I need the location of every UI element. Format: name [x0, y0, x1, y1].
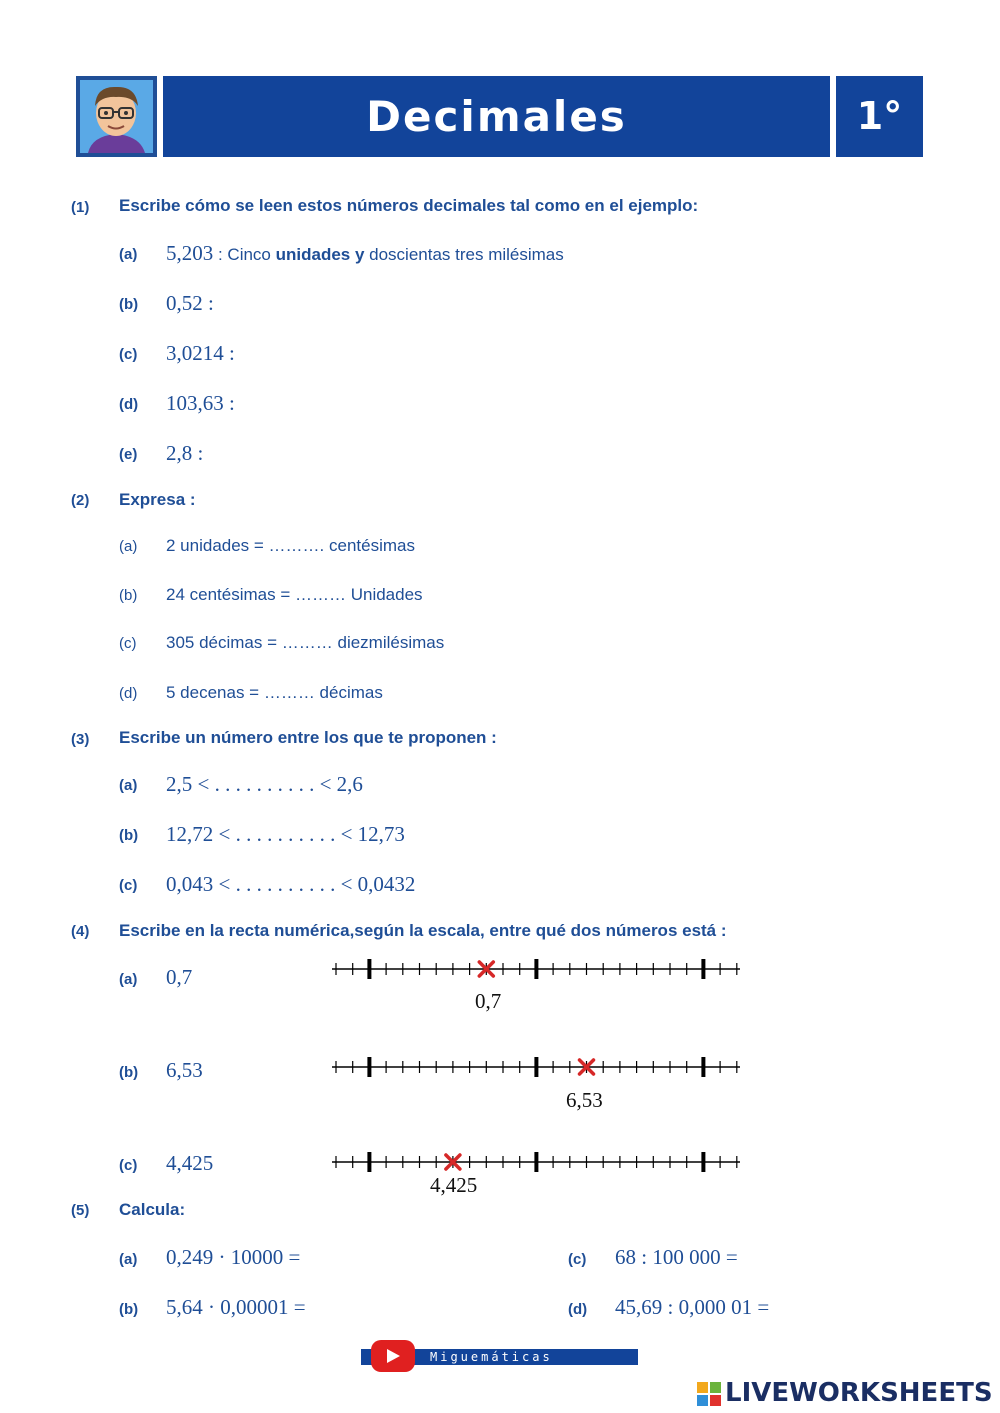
example-line — [166, 241, 564, 266]
decimal-value: 103,63 : — [166, 391, 235, 415]
inequality-text: 12,72 < . . . . . . . . . . < 12,73 — [166, 822, 405, 846]
item-label: (a) — [119, 246, 138, 263]
calculation-text: 0,249 · 10000 = — [166, 1245, 301, 1269]
item-label: (b) — [119, 827, 139, 844]
question-text: Expresa : — [119, 490, 196, 509]
question-number: (1) — [71, 199, 90, 216]
number-to-place: 6,53 — [166, 1058, 203, 1082]
youtube-icon[interactable] — [371, 1340, 415, 1372]
number-line-b[interactable] — [328, 1053, 744, 1083]
item-label: (b) — [119, 587, 138, 604]
number-line-c[interactable] — [328, 1148, 744, 1178]
decimal-value: 0,52 : — [166, 291, 214, 315]
item-label: (d) — [568, 1301, 588, 1318]
item-label: (b) — [119, 1064, 139, 1081]
decimal-value: 2,8 : — [166, 441, 204, 465]
calculation-text: 45,69 : 0,000 01 = — [615, 1295, 770, 1319]
mark-label: 4,425 — [430, 1173, 478, 1197]
question-number: (2) — [71, 492, 90, 509]
decimal-value: 5,203 — [166, 241, 214, 265]
question-text: Escribe en la recta numérica,según la escala, entre qué dos números está : — [119, 921, 727, 940]
page-title: Decimales — [163, 76, 830, 157]
item-label: (e) — [119, 446, 138, 463]
avatar — [76, 76, 157, 157]
avatar-illustration — [80, 80, 153, 153]
brand-name: LIVEWORKSHEETS — [725, 1378, 993, 1408]
item-label: (c) — [119, 1157, 138, 1174]
mark-label: 0,7 — [475, 989, 502, 1013]
item-label: (d) — [119, 396, 139, 413]
example-text-bold: unidades y — [275, 245, 365, 264]
item-label: (c) — [119, 877, 138, 894]
channel-name: Miguemáticas — [430, 1350, 553, 1364]
item-label: (c) — [119, 346, 138, 363]
question-text: Escribe cómo se leen estos números decimales tal como en el ejemplo: — [119, 196, 699, 215]
number-line-a[interactable] — [328, 955, 744, 985]
item-label: (c) — [568, 1251, 587, 1268]
item-label: (b) — [119, 296, 139, 313]
calculation-text: 5,64 · 0,00001 = — [166, 1295, 306, 1319]
question-text: Escribe un número entre los que te proponen : — [119, 728, 497, 747]
item-label: (a) — [119, 1251, 138, 1268]
calculation-text: 68 : 100 000 = — [615, 1245, 738, 1269]
example-text-prefix: : Cinco — [213, 245, 276, 264]
item-label: (d) — [119, 685, 138, 702]
decimal-value: 3,0214 : — [166, 341, 235, 365]
question-text: Calcula: — [119, 1200, 186, 1219]
item-label: (c) — [119, 635, 137, 652]
question-number: (4) — [71, 923, 90, 940]
inequality-text: 0,043 < . . . . . . . . . . < 0,0432 — [166, 872, 416, 896]
example-text-suffix: doscientas tres milésimas — [364, 245, 564, 264]
mark-label: 6,53 — [566, 1088, 603, 1112]
conversion-text: 24 centésimas = ……… Unidades — [166, 585, 423, 604]
conversion-text: 305 décimas = ……… diezmilésimas — [166, 633, 445, 652]
conversion-text: 5 decenas = ……… décimas — [166, 683, 383, 702]
liveworksheets-logo-icon — [697, 1382, 721, 1406]
item-label: (a) — [119, 538, 138, 555]
item-label: (a) — [119, 971, 138, 988]
conversion-text: 2 unidades = ………. centésimas — [166, 536, 415, 555]
grade-badge: 1° — [836, 76, 923, 157]
number-to-place: 0,7 — [166, 965, 193, 989]
number-to-place: 4,425 — [166, 1151, 214, 1175]
item-label: (a) — [119, 777, 138, 794]
inequality-text: 2,5 < . . . . . . . . . . < 2,6 — [166, 772, 363, 796]
item-label: (b) — [119, 1301, 139, 1318]
question-number: (5) — [71, 1202, 90, 1219]
question-number: (3) — [71, 731, 90, 748]
